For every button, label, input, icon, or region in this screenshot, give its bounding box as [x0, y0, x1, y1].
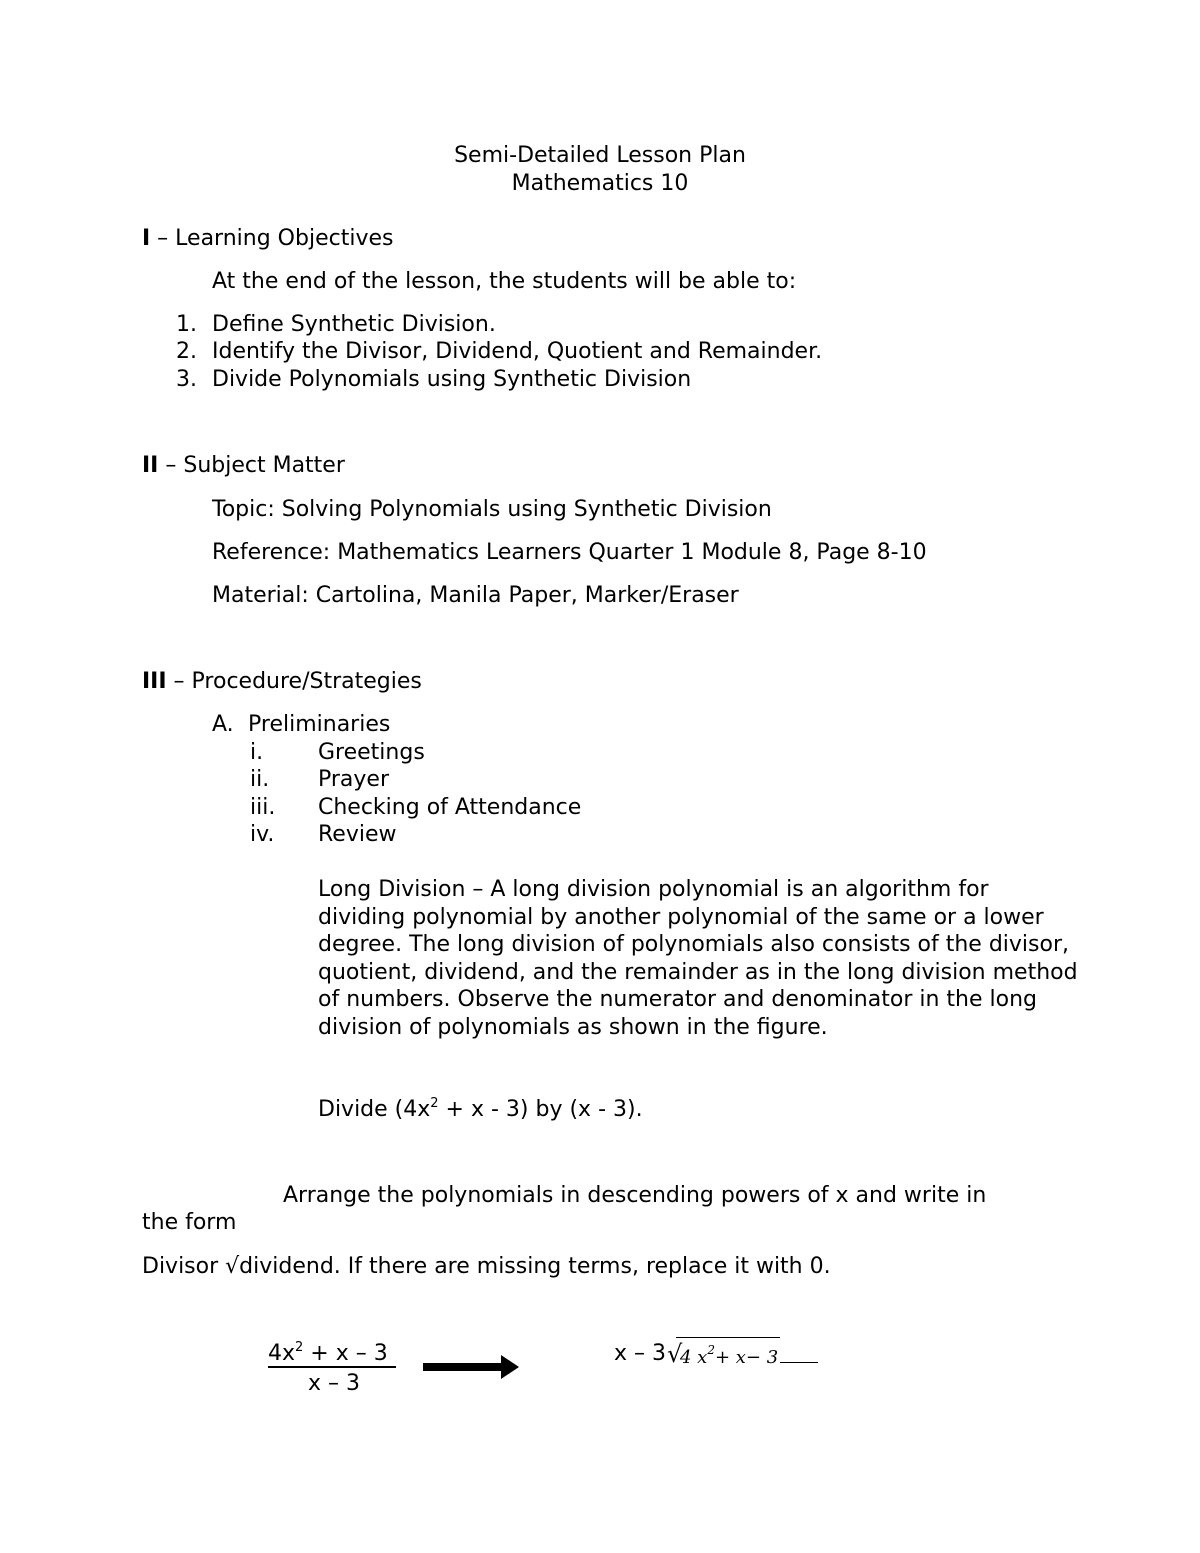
objective-item: Divide Polynomials using Synthetic Division [212, 367, 692, 392]
section-title: – Subject Matter [158, 453, 345, 478]
document-title: Semi-Detailed Lesson Plan [454, 143, 746, 168]
list-item: Prayer [318, 767, 390, 792]
list-item-number: iii. [250, 795, 276, 820]
section-heading-subject-matter [142, 452, 345, 480]
exponent: 2 [295, 1340, 304, 1355]
divide-text: Divide (4x [318, 1097, 431, 1122]
subsection-title: Preliminaries [248, 712, 391, 737]
list-item-number: 3. [176, 367, 197, 392]
document-subtitle: Mathematics 10 [511, 171, 689, 196]
radical-sign: √ [667, 1340, 683, 1368]
dividend-expression [680, 1344, 778, 1372]
exponent: 2 [707, 1343, 715, 1357]
section-title: – Procedure/Strategies [166, 669, 422, 694]
topic-line: Topic: Solving Polynomials using Synthetic Division [212, 497, 772, 522]
arrange-instruction-cont: the form [142, 1210, 237, 1235]
list-item-number: i. [250, 740, 264, 765]
numerator-text: + x – 3 [303, 1341, 388, 1366]
divide-text: + x - 3) by (x - 3). [438, 1097, 643, 1122]
right-arrow-icon [423, 1355, 519, 1379]
numerator-text: 4x [268, 1341, 296, 1366]
reference-line: Reference: Mathematics Learners Quarter 1 Module 8, Page 8-10 [212, 540, 927, 565]
arrange-instruction: Arrange the polynomials in descending powers of x and write in [283, 1183, 987, 1208]
list-item-number: 2. [176, 339, 197, 364]
fraction-denominator: x – 3 [308, 1371, 361, 1396]
section-numeral: I [142, 226, 151, 251]
material-line: Material: Cartolina, Manila Paper, Marker/Eraser [212, 583, 739, 608]
section-heading-procedure [142, 668, 422, 696]
divisor-instruction: Divisor √dividend. If there are missing terms, replace it with 0. [142, 1254, 831, 1279]
objective-item: Define Synthetic Division. [212, 312, 496, 337]
long-division-paragraph: Long Division – A long division polynomial is an algorithm for dividing polynomial by another polynomial of the same or a lower degree. The long division of polynomials also consists of the divisor, quotient, dividend, and the remainder as in the long division method of numbers. Observe the numerator and denominator in the long division of polynomials as shown in the figure. [318, 877, 1078, 1040]
list-item-number: A. [212, 712, 234, 737]
exponent: 2 [430, 1096, 439, 1111]
list-item: Checking of Attendance [318, 795, 582, 820]
vinculum [676, 1337, 780, 1338]
section-title: – Learning Objectives [150, 226, 394, 251]
dividend-text: 4 x [680, 1347, 708, 1368]
fraction-bar [268, 1366, 396, 1368]
list-item-number: 1. [176, 312, 197, 337]
dividend-text: + x− 3 [714, 1347, 779, 1368]
list-item: Review [318, 822, 397, 847]
list-item-number: iv. [250, 822, 275, 847]
underline [780, 1362, 818, 1363]
divide-instruction [318, 1096, 643, 1124]
objective-item: Identify the Divisor, Dividend, Quotient and Remainder. [212, 339, 823, 364]
section-numeral: III [142, 669, 167, 694]
section-heading-objectives [142, 225, 393, 253]
list-item: Greetings [318, 740, 425, 765]
list-item-number: ii. [250, 767, 270, 792]
section-numeral: II [142, 453, 159, 478]
divisor-expression: x – 3 [614, 1341, 667, 1366]
fraction-numerator [268, 1340, 388, 1368]
objectives-intro: At the end of the lesson, the students will be able to: [212, 269, 797, 294]
